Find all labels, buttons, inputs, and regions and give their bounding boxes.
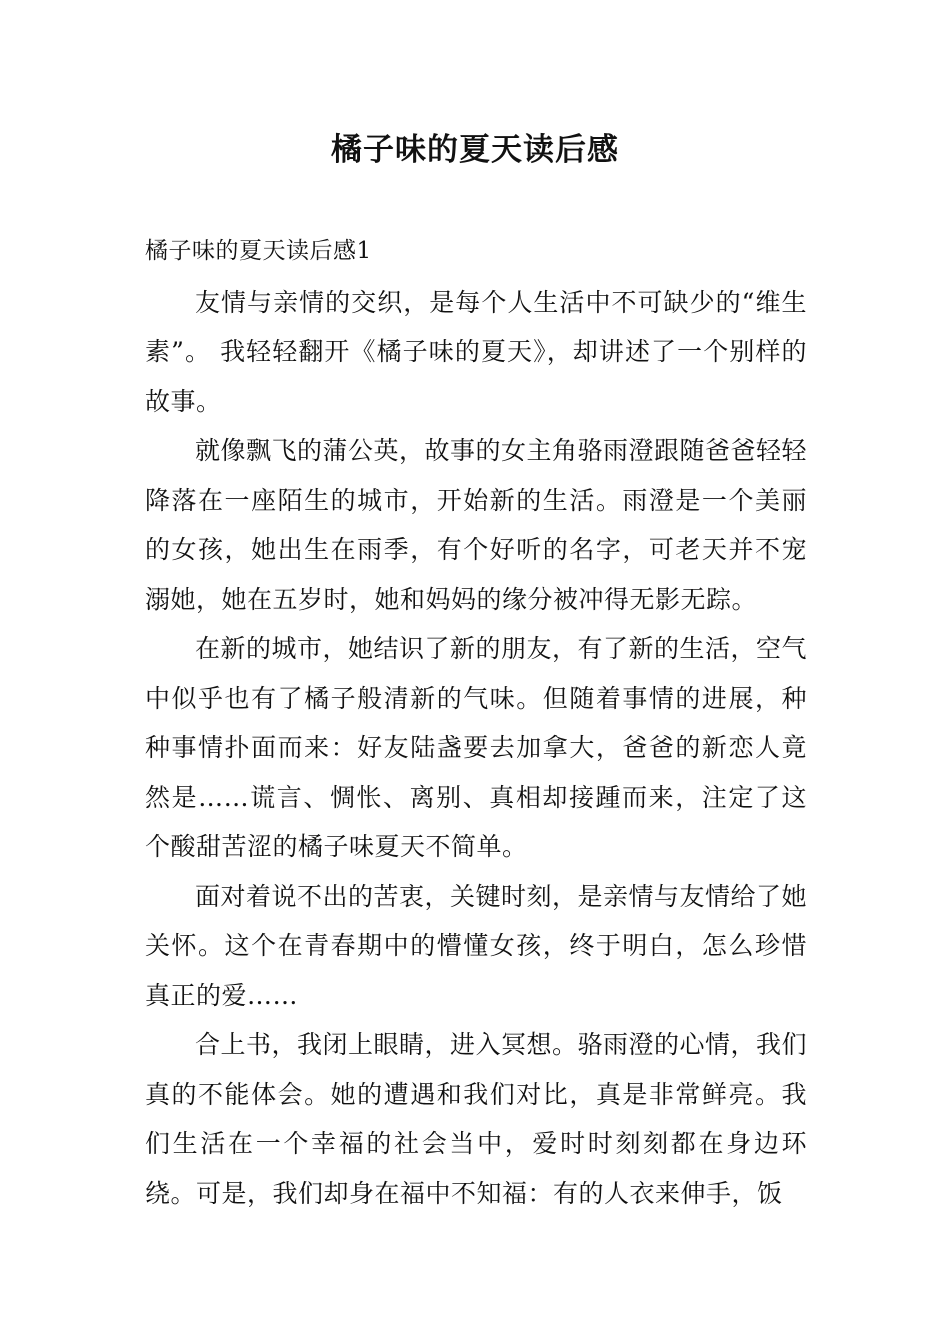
paragraph-2: 就像飘飞的蒲公英，故事的女主角骆雨澄跟随爸爸轻轻降落在一座陌生的城市，开始新的生活。雨澄是一个美丽的女孩，她出生在雨季，有个好听的名字，可老天并不宠溺她，她在五岁时，她和妈妈的缘分被冲得无影无踪。 [145,436,808,614]
paragraph-5: 合上书，我闭上眼睛，进入冥想。骆雨澄的心情，我们真的不能体会。她的遭遇和我们对比，真是非常鲜亮。我们生活在一个幸福的社会当中，爱时时刻刻都在身边环绕。可是，我们却身在福中不知福：有的人衣来伸手，饭 [145,1030,808,1208]
paragraph-1: 友情与亲情的交织，是每个人生活中不可缺少的“维生素”。 我轻轻翻开《橘子味的夏天》，却讲述了一个别样的故事。 [145,287,807,416]
document-body [145,227,807,1218]
document-title: 橘子味的夏天读后感 [331,132,619,168]
section-heading: 橘子味的夏天读后感1 [145,238,372,264]
paragraph-3: 在新的城市，她结识了新的朋友，有了新的生活，空气中似乎也有了橘子般清新的气味。但随着事情的进展，种种事情扑面而来：好友陆盏要去加拿大，爸爸的新恋人竟然是……谎言、惆怅、离别、真相却接踵而来，注定了这个酸甜苦涩的橘子味夏天不简单。 [145,634,808,861]
paragraph-4: 面对着说不出的苦衷，关键时刻，是亲情与友情给了她关怀。这个在青春期中的懵懂女孩，终于明白，怎么珍惜真正的爱…… [145,881,808,1010]
